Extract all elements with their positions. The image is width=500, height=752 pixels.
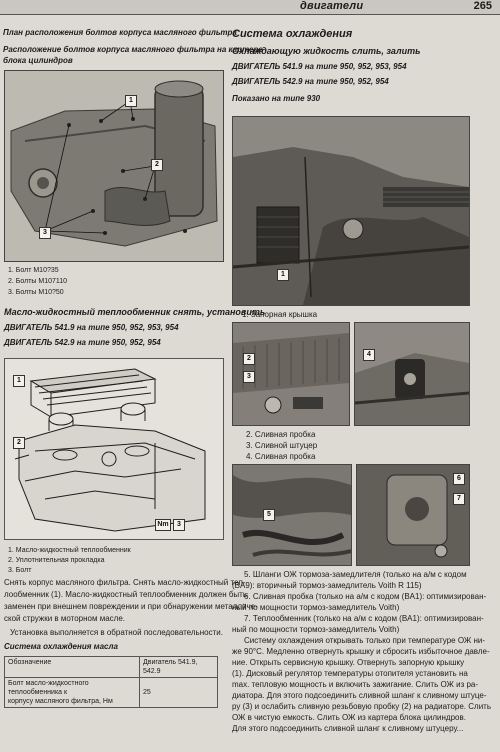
heat-exchanger-heading: Масло-жидкостный теплообменник снять, установить bbox=[4, 307, 266, 317]
engine-bay-photo bbox=[232, 116, 470, 306]
fig2-legend-2: 2. Уплотнительная прокладка bbox=[8, 557, 105, 564]
fig1-title-line3: блока цилиндров bbox=[3, 56, 73, 65]
retarder-hoses-image bbox=[233, 465, 351, 565]
retarder-drain-photo bbox=[356, 464, 470, 566]
spec-table-header-row bbox=[5, 657, 218, 678]
right-body-4: ный по мощности тормоз-замедлитель Voith) bbox=[232, 603, 400, 612]
left-body-3: заменен при внешнем повреждении и при обнаружении металличе- bbox=[4, 602, 258, 611]
fig1-callout-3: 3 bbox=[39, 227, 51, 239]
spec-table-title: Система охлаждения масла bbox=[4, 642, 118, 651]
left-engine-line-2: ДВИГАТЕЛЬ 542.9 на типе 950, 952, 954 bbox=[4, 338, 161, 347]
heat-exchanger-illustration bbox=[5, 359, 223, 539]
right-engine-line-2: ДВИГАТЕЛЬ 542.9 на типе 950, 952, 954 bbox=[232, 77, 389, 86]
photo2-caption-2: 3. Сливной штуцер bbox=[246, 441, 318, 450]
oil-filter-housing-figure bbox=[4, 70, 224, 262]
shown-on-note: Показано на типе 930 bbox=[232, 94, 321, 103]
left-body-5: Установка выполняется в обратной последовательности. bbox=[10, 628, 223, 637]
photo2-callout-2: 2 bbox=[243, 353, 255, 365]
right-body-14: ОЖ в чистую емкость. Слить ОЖ из картера блока цилиндров. bbox=[232, 713, 466, 722]
fig1-legend-2: 2. Болты M107110 bbox=[8, 278, 68, 285]
fig2-callout-2: 2 bbox=[13, 437, 25, 449]
photo1-callout-1: 1 bbox=[277, 269, 289, 281]
spec-col-header-right: Двигатель 541.9, 542.9 bbox=[140, 657, 218, 678]
cooling-system-heading: Система охлаждения bbox=[232, 28, 353, 40]
section-title: двигатели bbox=[300, 0, 364, 12]
fig1-title-line2: Расположение болтов корпуса масляного фильтра на картере bbox=[3, 45, 263, 54]
right-body-3: 6. Сливная пробка (только на а/м с кодом (BA1): оптимизирован- bbox=[244, 592, 487, 601]
right-body-2: (BA9): вторичный тормоз-замедлитель Voith R 115) bbox=[232, 581, 422, 590]
spec-row-value: 25 bbox=[140, 678, 218, 708]
fig1-callout-2: 2 bbox=[151, 159, 163, 171]
right-engine-line-1: ДВИГАТЕЛЬ 541.9 на типе 950, 952, 953, 954 bbox=[232, 62, 407, 71]
spec-row-label bbox=[5, 678, 140, 708]
block-drain-photo bbox=[354, 322, 470, 426]
spec-table-row bbox=[5, 678, 218, 708]
photo4-callout-5: 5 bbox=[263, 509, 275, 521]
fig1-legend-3: 3. Болты M10?50 bbox=[8, 289, 64, 296]
left-body-4: ской стружки в моторном масле. bbox=[4, 614, 125, 623]
fig1-legend-1: 1. Болт M10?35 bbox=[8, 267, 59, 274]
heat-exchanger-figure bbox=[4, 358, 224, 540]
photo2-caption-1: 2. Сливная пробка bbox=[246, 430, 316, 439]
right-body-8: же 90°C. Медленно отвернуть крышку и сбросить избыточное давле- bbox=[232, 647, 490, 656]
left-body-1: Снять корпус масляного фильтра. Снять масло-жидкостный теп- bbox=[4, 578, 246, 587]
fig1-callout-1: 1 bbox=[125, 95, 137, 107]
engine-bay-image bbox=[233, 117, 469, 305]
oil-filter-housing-illustration bbox=[5, 71, 223, 261]
spec-table bbox=[4, 656, 218, 708]
spec-col-header-left: Обозначение bbox=[5, 657, 140, 678]
radiator-drain-photo bbox=[232, 322, 350, 426]
photo1-caption: 1. Запорная крышка bbox=[242, 310, 318, 319]
page-header bbox=[0, 0, 500, 15]
right-body-11: max. тепловую мощность и включить зажигание. Слить ОЖ из ра- bbox=[232, 680, 479, 689]
right-body-12: диатора. Для этого подсоединить сливной шланг к сливному штуце- bbox=[232, 691, 487, 700]
fig2-callout-3: 3 bbox=[173, 519, 185, 531]
block-drain-image bbox=[355, 323, 469, 425]
right-body-9: ние. Открыть сервисную крышку. Отвернуть запорную крышку bbox=[232, 658, 465, 667]
left-body-2: лообменник (1). Масло-жидкостный теплообменник должен быть bbox=[4, 590, 247, 599]
coolant-subheading: Охлаждающую жидкость слить, залить bbox=[232, 46, 421, 56]
right-body-10: (1). Дисковый регулятор температуры отопителя установить на bbox=[232, 669, 468, 678]
right-body-1: 5. Шланги ОЖ тормоза-замедлителя (только на а/м с кодом bbox=[244, 570, 467, 579]
page-number: 265 bbox=[473, 0, 492, 12]
left-engine-line-1: ДВИГАТЕЛЬ 541.9 на типе 950, 952, 953, 954 bbox=[4, 323, 179, 332]
fig2-callout-1: 1 bbox=[13, 375, 25, 387]
fig1-title-line1: План расположения болтов корпуса масляного фильтра bbox=[3, 28, 237, 37]
right-body-6: ный по мощности тормоз-замедлитель Voith) bbox=[232, 625, 400, 634]
photo5-callout-7: 7 bbox=[453, 493, 465, 505]
spec-row-label-line2: корпусу масляного фильтра, Нм bbox=[8, 698, 113, 705]
right-body-13: ру (3) и ослабить сливную резьбовую пробку (2) на радиаторе. Слить bbox=[232, 702, 491, 711]
photo3-callout-4: 4 bbox=[363, 349, 375, 361]
photo2-caption-3: 4. Сливная пробка bbox=[246, 452, 316, 461]
photo5-callout-6: 6 bbox=[453, 473, 465, 485]
right-body-15: Для этого подсоединить сливной шланг к сливному штуцеру... bbox=[232, 724, 464, 733]
retarder-hoses-photo bbox=[232, 464, 352, 566]
right-body-7: Систему охлаждения открывать только при температуре ОЖ ни- bbox=[244, 636, 486, 645]
spec-row-label-line1: Болт масло-жидкостного теплообменника к bbox=[8, 680, 89, 696]
photo2-callout-3: 3 bbox=[243, 371, 255, 383]
fig2-legend-3: 3. Болт bbox=[8, 567, 32, 574]
fig2-legend-1: 1. Масло-жидкостный теплообменник bbox=[8, 547, 131, 554]
right-body-5: 7. Теплообменник (только на а/м с кодом (BA1): оптимизирован- bbox=[244, 614, 484, 623]
torque-badge: Nm bbox=[155, 519, 171, 531]
